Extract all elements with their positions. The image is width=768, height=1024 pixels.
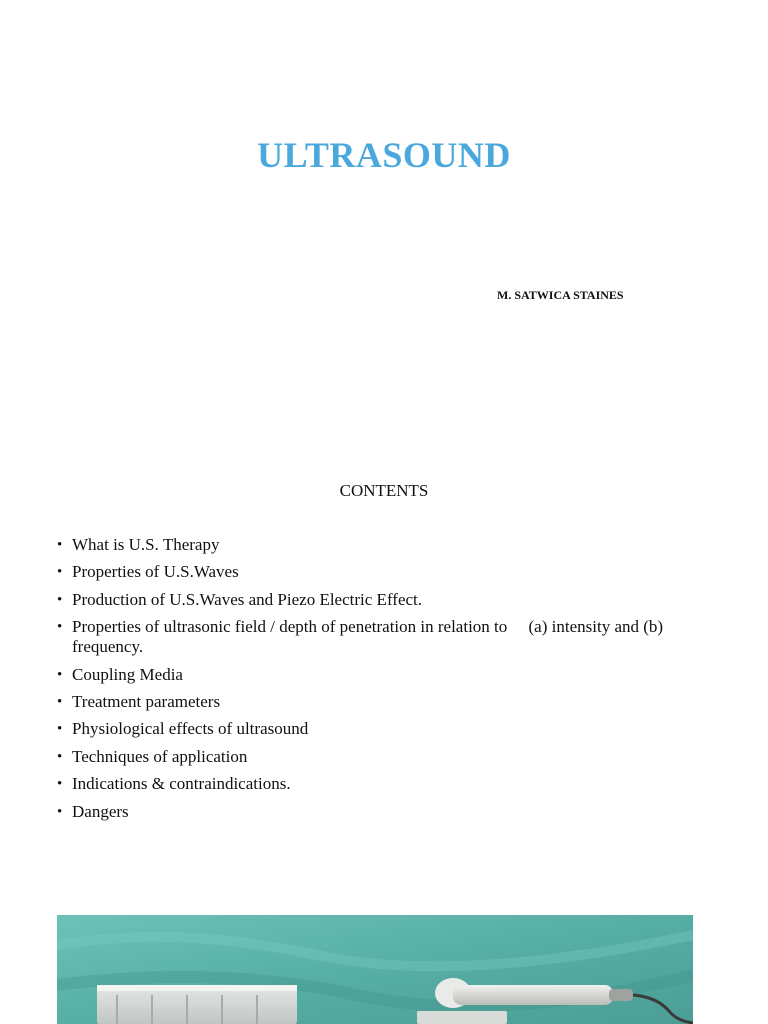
bullet-icon: • — [57, 693, 63, 710]
document-title: ULTRASOUND — [257, 135, 511, 175]
contents-item — [56, 692, 716, 712]
author-name: M. SATWICA STAINES — [497, 288, 624, 302]
contents-item-text: Properties of ultrasonic field / depth of penetration in relation to (a) intensity and (b) frequency. — [72, 617, 668, 657]
contents-item — [56, 590, 716, 610]
contents-item-text: Indications & contraindications. — [72, 774, 291, 794]
contents-item-text: Properties of U.S.Waves — [72, 562, 239, 582]
bullet-icon: • — [57, 776, 63, 793]
contents-item — [56, 719, 716, 739]
bullet-icon: • — [57, 537, 63, 553]
contents-item-text: Physiological effects of ultrasound — [72, 719, 309, 739]
bullet-icon: • — [57, 666, 63, 683]
bullet-icon: • — [57, 591, 63, 608]
contents-item-text: Dangers — [72, 801, 129, 821]
contents-item-text: Treatment parameters — [72, 691, 221, 711]
contents-item — [56, 665, 716, 685]
contents-heading: CONTENTS — [339, 481, 429, 500]
contents-list — [56, 535, 716, 829]
ultrasound-device-photo — [57, 915, 693, 1024]
bullet-icon: • — [57, 803, 63, 820]
contents-item — [56, 535, 716, 555]
contents-item-text: Techniques of application — [72, 746, 248, 766]
bullet-icon: • — [57, 748, 63, 765]
contents-item — [56, 802, 716, 822]
bullet-icon: • — [57, 721, 63, 738]
contents-item-text: Coupling Media — [72, 664, 183, 684]
contents-item-text: What is U.S. Therapy — [72, 535, 220, 554]
bullet-icon: • — [57, 564, 63, 581]
contents-item — [56, 617, 716, 657]
contents-item — [56, 774, 716, 794]
contents-item-text: Production of U.S.Waves and Piezo Electric Effect. — [72, 589, 423, 609]
contents-item — [56, 747, 716, 767]
contents-item — [56, 562, 716, 582]
ultrasound-device-image — [57, 915, 693, 1024]
bullet-icon: • — [57, 619, 63, 636]
